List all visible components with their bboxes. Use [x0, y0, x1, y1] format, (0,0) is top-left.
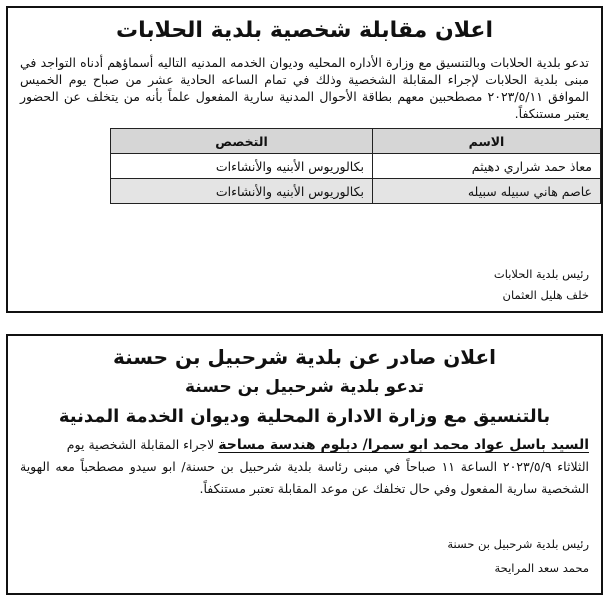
- column-header-specialty: التخصص: [111, 129, 373, 154]
- signature-block: [447, 532, 589, 580]
- table-row: [111, 154, 601, 179]
- candidate-name: معاذ حمد شراري دهيثم: [373, 154, 601, 179]
- signature-name: خلف هليل العثمان: [502, 288, 589, 302]
- notice-body-details: الثلاثاء ٢٠٢٣/٥/٩ الساعة ١١ صباحاً في مبنى رئاسة بلدية شرحبيل بن حسنة/ ابو سيدو مصطحباً معه الهوية الشخصية سارية المفعول وفي حال تخلفك عن موعد المقابلة تعتبر مستنكفاً.: [20, 459, 589, 496]
- notice-shurhabil: [6, 334, 603, 595]
- candidate-specialty: بكالوريوس الأبنيه والأنشاءات: [111, 179, 373, 204]
- notice-title: اعلان صادر عن بلدية شرحبيل بن حسنة: [113, 345, 496, 369]
- candidates-table: [110, 128, 601, 204]
- signature-role: رئيس بلدية شرحبيل بن حسنة: [447, 537, 589, 551]
- candidate-name: عاصم هاني سبيله سبيله: [373, 179, 601, 204]
- candidate-highlight: السيد باسل عواد محمد ابو سمرا/ دبلوم هندسة مساحة: [218, 437, 589, 453]
- signature-block: [494, 264, 589, 306]
- table-row: [111, 179, 601, 204]
- notice-title: اعلان مقابلة شخصية بلدية الحلابات: [115, 18, 494, 43]
- invitation-line: تدعو بلدية شرحبيل بن حسنة: [184, 377, 425, 397]
- signature-name: محمد سعد المرايحة: [494, 561, 589, 575]
- notice-body: [20, 54, 589, 122]
- notice-body: [20, 434, 589, 500]
- column-header-name: الاسم: [373, 129, 601, 154]
- notice-body-text: [20, 434, 589, 456]
- signature-role: رئيس بلدية الحلابات: [493, 267, 589, 281]
- coordination-line: بالتنسيق مع وزارة الادارة المحلية وديوان الخدمة المدنية: [58, 406, 551, 427]
- notice-body-text: تدعو بلدية الحلابات وبالتنسيق مع وزارة الأداره المحليه وديوان الخدمه المدنيه التاليه أسماؤهم أدناه التواجد في مبنى بلدية الحلابات لإجراء المقابلة الشخصية وذلك في تمام الساعه الحادية عشر من صباح يوم الخميس الموافق ٢٠٢٣/٥/١١ مصطحبين معهم بطاقة الأحوال المدنية سارية المفعول علماً بأنه من يتخلف عن الحضور يعتبر مستنكفاً.: [20, 55, 590, 121]
- body-continuation: لاجراء المقابلة الشخصية يوم: [66, 437, 219, 452]
- table-header-row: [111, 129, 601, 154]
- notice-halabat: [6, 6, 603, 313]
- candidate-specialty: بكالوريوس الأبنيه والأنشاءات: [111, 154, 373, 179]
